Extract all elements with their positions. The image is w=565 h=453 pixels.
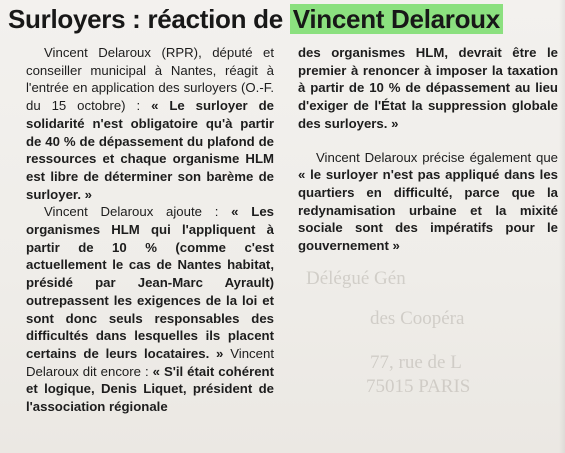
headline-prefix: Surloyers : réaction de: [8, 4, 290, 34]
bleed-line: des Coopéra: [370, 308, 465, 329]
paragraph-4: [298, 149, 558, 255]
paragraph-4-quote: « le surloyer n'est pas appliqué dans les quartiers en difficulté, parce que la redynamisation urbaine et la mixité sociale sont des impératifs pour le gouvernement »: [298, 167, 558, 254]
paragraph-2-intro: Vincent Delaroux ajoute :: [44, 204, 232, 220]
paragraph-2-second-quote: « S'il était cohérent et logique, Denis Liquet, président de l'association régionale: [26, 363, 274, 415]
left-column: [26, 44, 274, 416]
bleed-line: Délégué Gén: [306, 268, 406, 289]
paragraph-4-intro: Vincent Delaroux précise également que: [316, 149, 558, 165]
page-edge-shadow: [559, 0, 565, 453]
headline: [8, 3, 503, 35]
paragraph-1-intro: Vincent Delaroux (RPR), député et conseiller municipal à Nantes, réagit à l'entrée en application des surloyers (O.-F. du 15 octobre) :: [26, 45, 274, 114]
paragraph-3: [298, 44, 558, 133]
paragraph-2: [26, 203, 274, 415]
paragraph-1: [26, 44, 274, 203]
bleed-line: 77, rue de L: [370, 352, 462, 373]
paragraph-2-quote: « Les organismes HLM qui l'appliquent à partir de 10 % (comme c'est actuellement le cas de Nantes habitat, présidé par Jean-Marc Ayrault) outrepassent les exigences de la loi et sont donc seuls responsables des difficultés dans lesquelles ils placent certains de leurs locataires. »: [26, 204, 274, 361]
paragraph-2-continuation: Vincent Delaroux dit encore :: [26, 345, 274, 379]
right-column: [298, 44, 558, 255]
paragraph-1-quote: « Le surloyer de solidarité n'est obligatoire qu'à partir de 40 % de dépassement du plafond de ressources et chaque organisme HLM est libre de déterminer son barème de surloyer. »: [26, 98, 274, 202]
headline-highlighted-name: Vincent Delaroux: [290, 4, 503, 34]
bleed-line: 75015 PARIS: [366, 376, 471, 397]
paragraph-3-quote: des organismes HLM, devrait être le premier à renoncer à imposer la taxation à partir de 10 % de dépassement au lieu d'exiger de l'État la suppression globale des surloyers. »: [298, 45, 558, 131]
